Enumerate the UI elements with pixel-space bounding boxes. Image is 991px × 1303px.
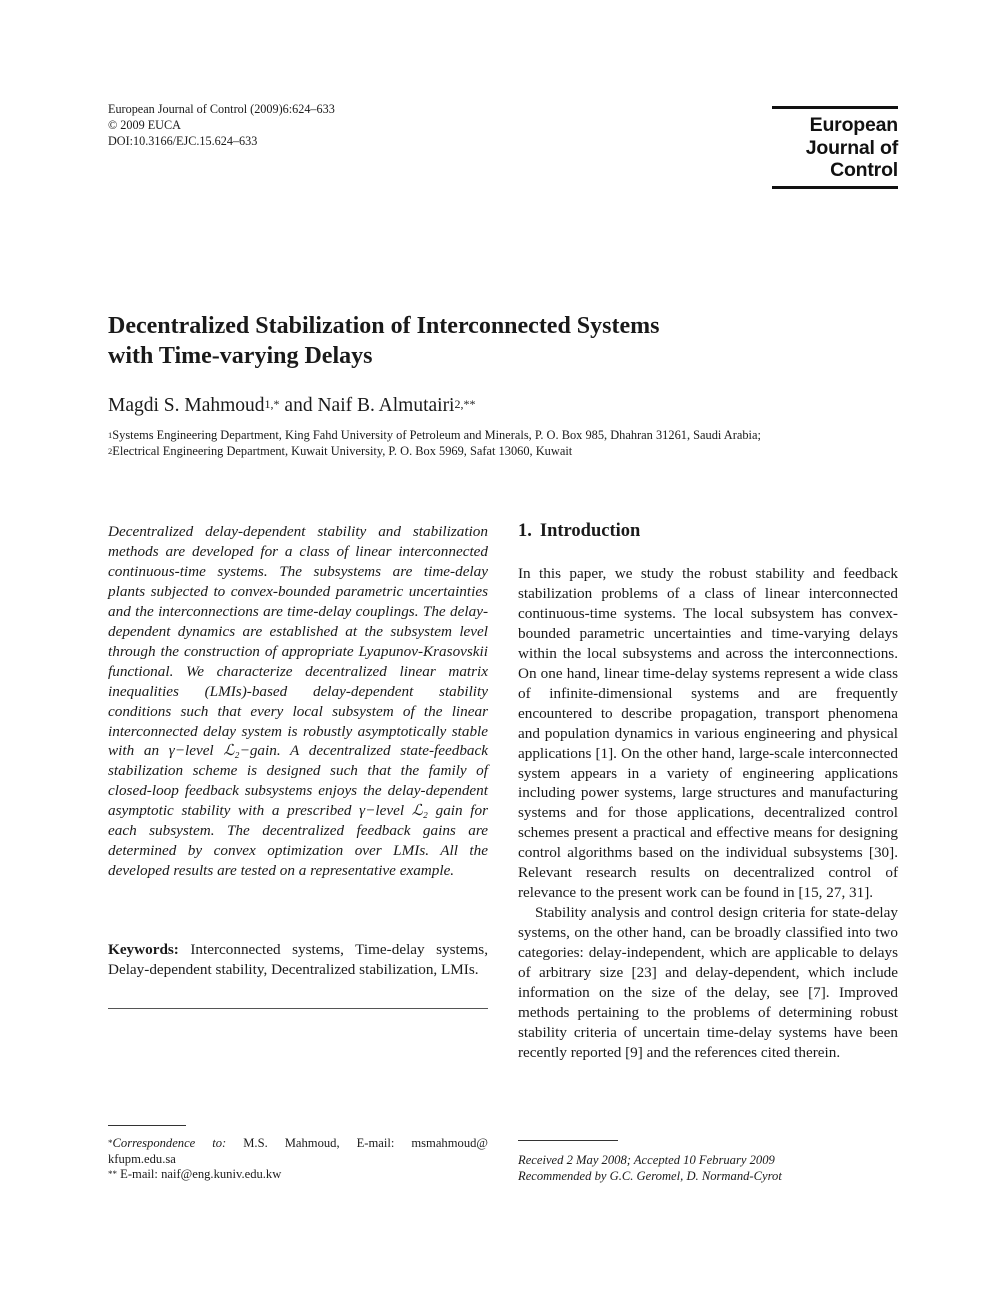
footnotes <box>108 1136 488 1183</box>
affiliation-text: Systems Engineering Department, King Fahd University of Petroleum and Minerals, P. O. Box 985, Dhahran 31261, Saudi Arabia; <box>112 428 761 442</box>
section-heading <box>518 521 640 542</box>
paragraph: Stability analysis and control design criteria for state-delay systems, on the other hand, can be broadly classified into two categories: delay-independent, which are applicable to delays of arbitrary size [23] and delay-dependent, which include information on the size of the delay, see [7]. Improved methods pertaining to the problems of determining robust stability criteria of uncertain time-delay systems have been recently reported [9] and the references cited therein. <box>518 904 898 1061</box>
footnote-rule <box>108 1125 186 1126</box>
author-affiliation-mark: 1,* <box>264 397 280 411</box>
journal-line: European Journal of Control (2009)6:624–633 <box>108 102 335 116</box>
footnote-mark: ** <box>108 1169 117 1179</box>
logo-bottom-rule <box>772 186 898 189</box>
received-info <box>518 1152 782 1184</box>
journal-logo <box>772 106 898 188</box>
footnote-label: Correspondence to: <box>112 1136 227 1150</box>
received-dates: Received 2 May 2008; Accepted 10 February 2009 <box>518 1153 775 1167</box>
title-line-1: Decentralized Stabilization of Interconnected Systems <box>108 313 660 339</box>
section-divider <box>108 1008 488 1009</box>
author-separator: and <box>279 395 318 416</box>
footnote-correspondence <box>108 1136 488 1152</box>
author-name: Naif B. Almutairi <box>317 395 455 416</box>
logo-line-1: European <box>809 114 898 136</box>
affiliations <box>108 427 761 459</box>
keywords-label: Keywords: <box>108 941 179 958</box>
author-name: Magdi S. Mahmoud <box>108 395 265 416</box>
paragraph: In this paper, we study the robust stability and feedback stabilization problems of a class of linear interconnected continuous-time systems. The local subsystem has convex-bounded parametric uncertainties and time-varying delays within the local subsystems and across the interconnections. On one hand, linear time-delay systems represent a wide class of infinite-dimensional systems and are frequently encountered to describe propagation, transport phenomena and population dynamics in various engineering and physical applications [1]. On the other hand, large-scale interconnected system appears in a variety of engineering applications including power systems, large structures and manufacturing systems and for those applications, decentralized control schemes present a practical and effective means for designing control algorithms based on the individual subsystems [30]. Relevant research results on decentralized control of relevance to the present work can be found in [15, 27, 31]. <box>518 565 898 902</box>
logo-top-rule <box>772 106 898 109</box>
paper-title <box>108 311 868 371</box>
affiliation-number: 2 <box>108 446 113 456</box>
footnote-text: E-mail: naif@eng.kuniv.edu.kw <box>120 1167 282 1181</box>
copyright-line: © 2009 EUCA <box>108 118 181 132</box>
footnote-mark: * <box>108 1138 113 1148</box>
introduction-body <box>518 564 898 1063</box>
keywords <box>108 940 488 980</box>
author-affiliation-mark: 2,** <box>454 397 476 411</box>
affiliation-text: Electrical Engineering Department, Kuwait University, P. O. Box 5969, Safat 13060, Kuwait <box>112 444 573 458</box>
author-list <box>108 393 475 419</box>
footnote-text: M.S. Mahmoud, E-mail: msmahmoud@ <box>243 1136 489 1150</box>
affiliation <box>108 443 761 459</box>
doi-line: DOI:10.3166/EJC.15.624–633 <box>108 134 258 148</box>
keywords-text: Interconnected systems, Time-delay systems, Delay-dependent stability, Decentralized stabilization, LMIs. <box>108 941 488 978</box>
logo-text <box>806 114 898 182</box>
received-rule <box>518 1140 618 1141</box>
section-title: Introduction <box>539 521 641 541</box>
recommended-by: Recommended by G.C. Geromel, D. Normand-Cyrot <box>518 1169 782 1183</box>
title-line-2: with Time-varying Delays <box>108 343 373 369</box>
abstract: Decentralized delay-dependent stability and stabilization methods are developed for a class of linear interconnected continuous-time systems. The subsystems are time-delay plants subjected to convex-bounded parametric uncertainties and the interconnections are time-delay couplings. The delay-dependent dynamics are established at the subsystem level through the construction of appropriate Lyapunov-Krasovskii functional. We characterize decentralized linear matrix inequalities (LMIs)-based delay-dependent stability conditions such that every local subsystem of the linear interconnected delay system is robustly asymptotically stable with an γ−level ℒ₂−gain. A decentralized state-feedback stabilization scheme is designed such that the family of closed-loop feedback subsystems enjoys the delay-dependent asymptotic stability with a prescribed γ−level ℒ₂ gain for each subsystem. The decentralized feedback gains are determined by convex optimization over LMIs. All the developed results are tested on a representative example. <box>108 523 488 880</box>
section-number: 1. <box>518 521 532 541</box>
footnote-email <box>108 1167 488 1183</box>
journal-citation <box>108 101 335 149</box>
logo-line-3: Control <box>830 159 898 181</box>
footnote-continuation: kfupm.edu.sa <box>108 1151 176 1166</box>
affiliation-number: 1 <box>108 430 113 440</box>
logo-line-2: Journal of <box>805 136 898 159</box>
affiliation <box>108 427 761 443</box>
